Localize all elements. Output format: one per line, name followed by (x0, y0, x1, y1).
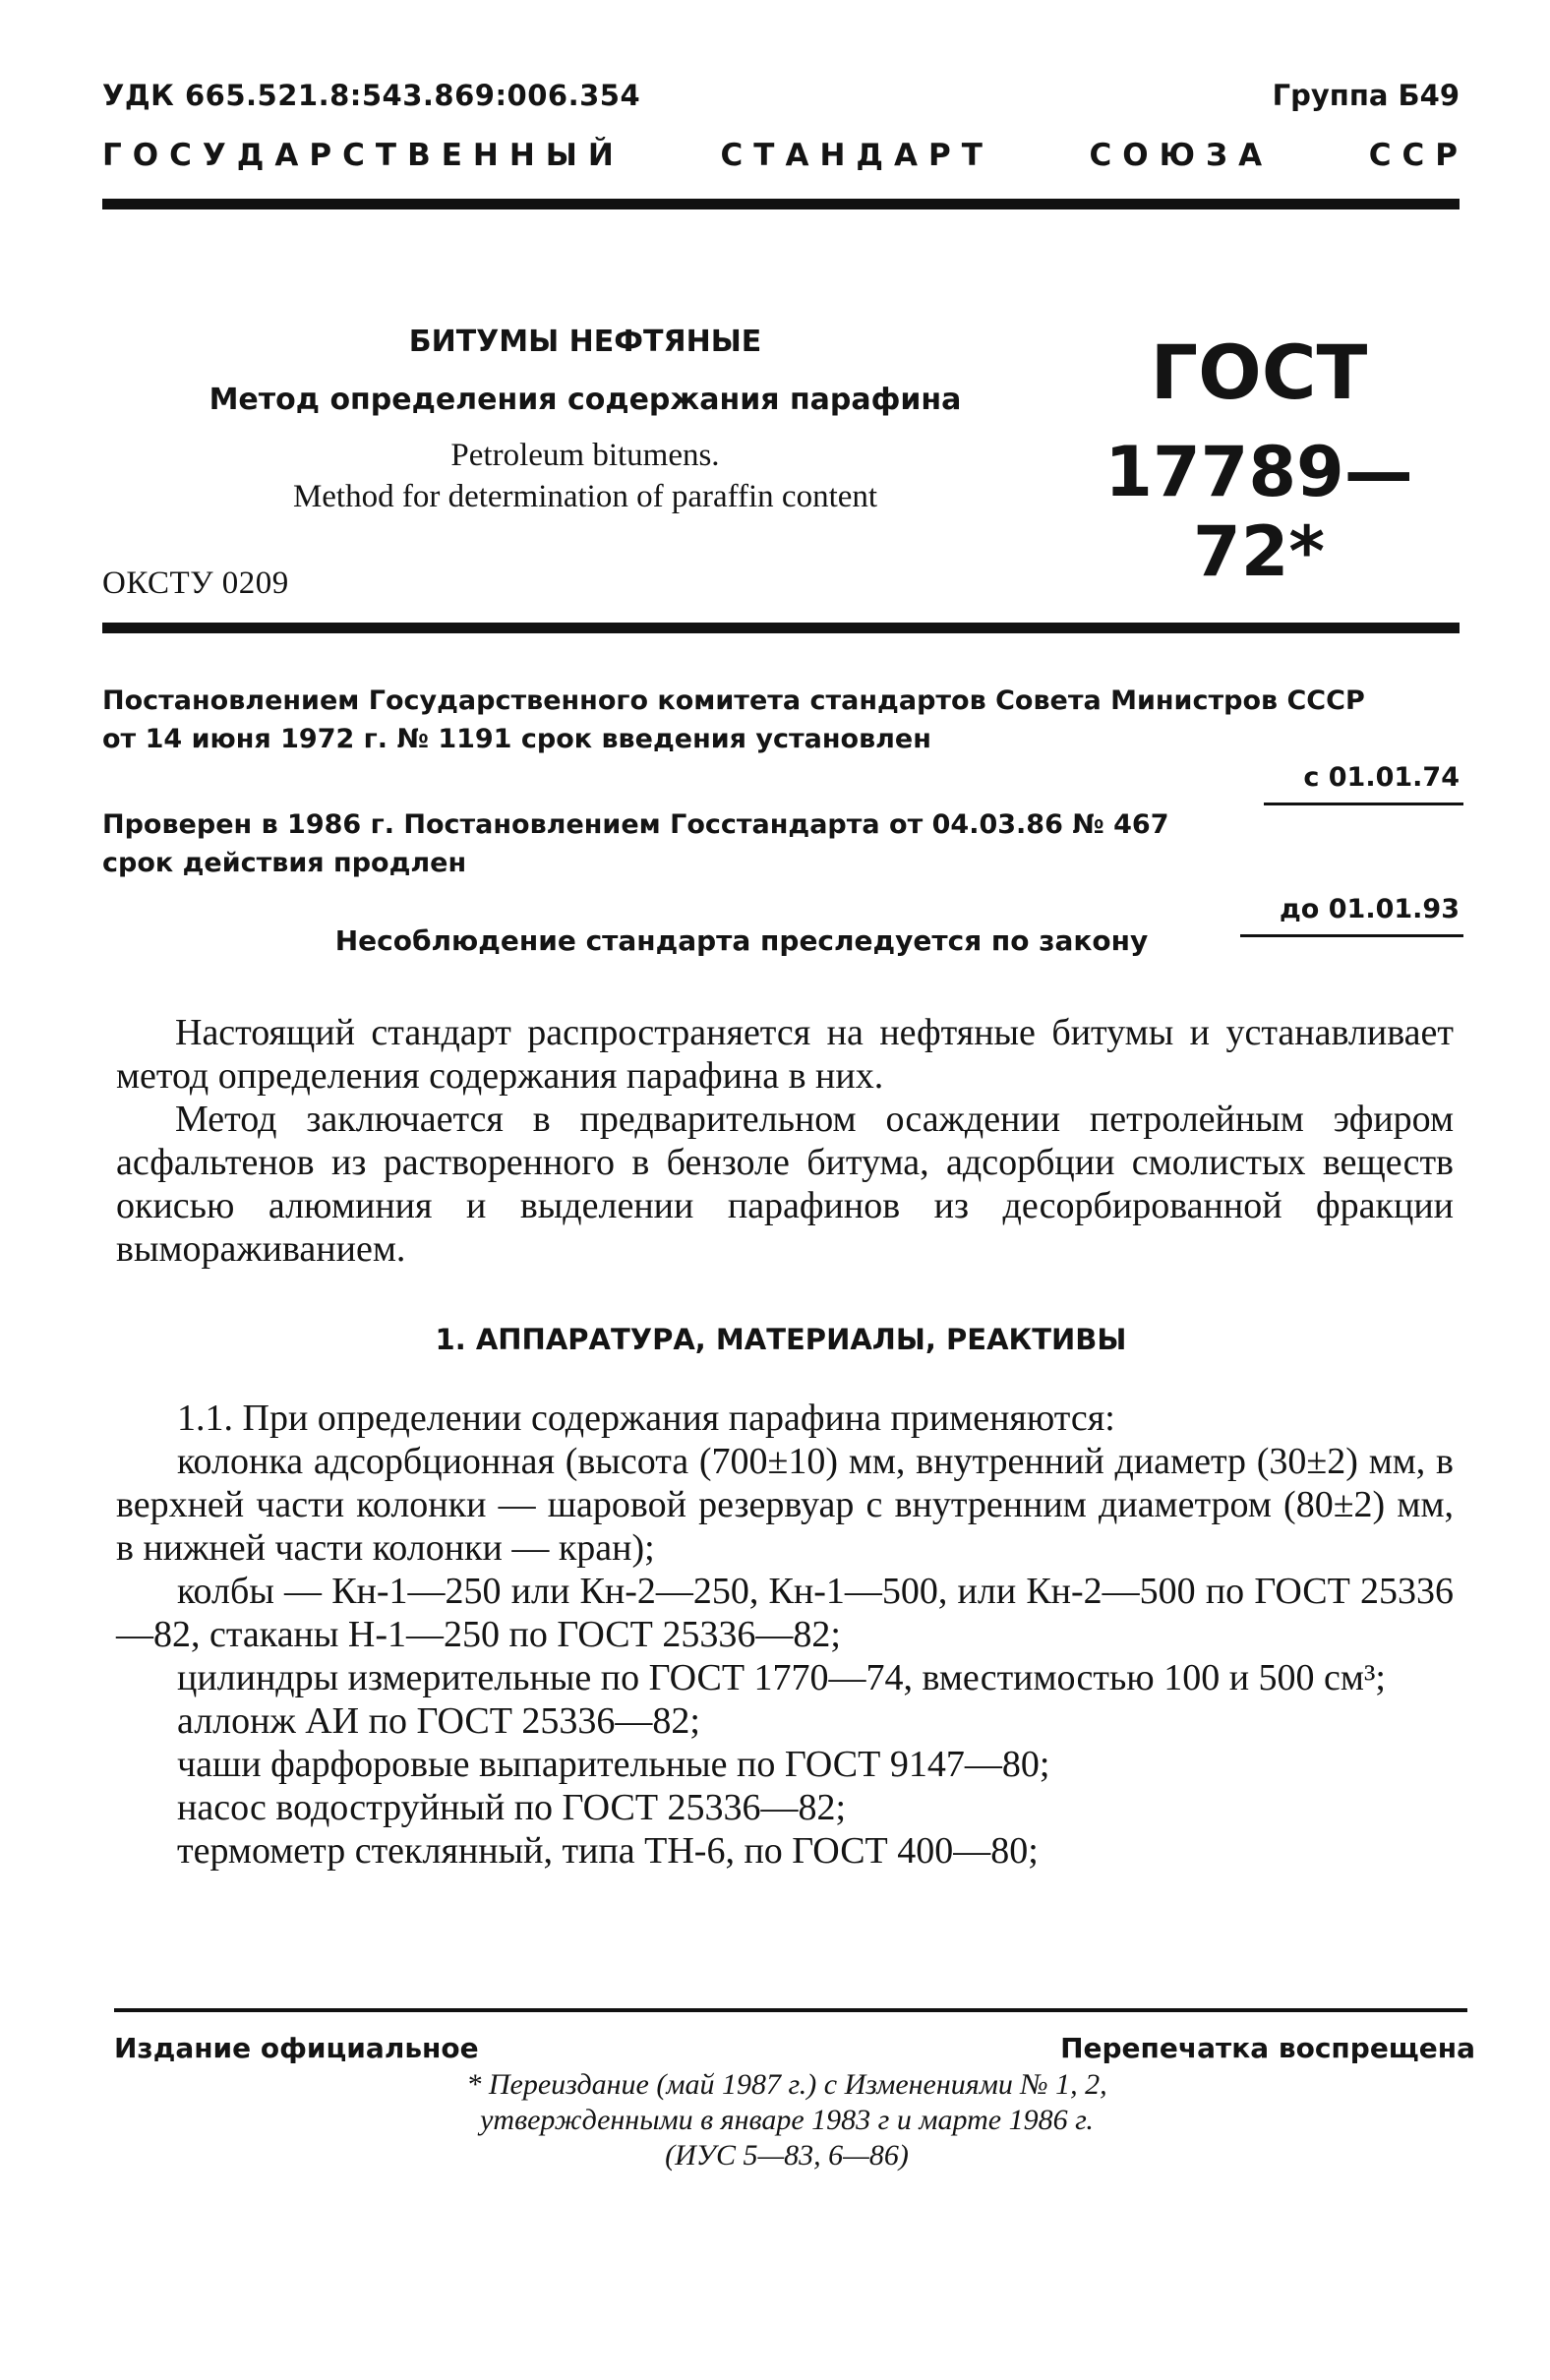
banner-letter: Р (928, 138, 951, 173)
title-ru: БИТУМЫ НЕФТЯНЫЕ (408, 325, 762, 359)
banner-letter: А (1238, 138, 1263, 173)
banner-letter: Н (508, 138, 535, 173)
banner-letter: Д (236, 138, 265, 173)
official-edition: Издание официальное (114, 2032, 479, 2064)
header-rule (102, 199, 1460, 209)
decree-line-4: срок действия продлен (102, 848, 467, 878)
reissue-note (295, 2067, 1279, 2173)
law-warning: Несоблюдение стандарта преследуется по закону (334, 924, 1149, 957)
banner-letter: Г (102, 138, 122, 173)
reprint-prohibited: Перепечатка воспрещена (1060, 2032, 1475, 2064)
banner-letter: Ы (545, 138, 577, 173)
banner-letter: О (1122, 138, 1149, 173)
list-item: чаши фарфоровые выпарительные по ГОСТ 9147—80; (177, 1744, 1050, 1785)
gost-number: 17789—72* (1104, 432, 1413, 592)
effective-from (102, 758, 1463, 805)
banner-letter: Й (587, 138, 614, 173)
group-code: Группа Б49 (1272, 79, 1460, 112)
list-item: цилиндры измерительные по ГОСТ 1770—74, вместимостью 100 и 500 см³; (177, 1657, 1386, 1698)
intro-text (116, 1011, 1454, 1271)
banner-letter: В (407, 138, 431, 173)
banner-letter: Р (309, 138, 332, 173)
gost-block (1062, 329, 1456, 591)
list-item: насос водоструйный по ГОСТ 25336—82; (177, 1787, 847, 1828)
banner-word-3 (1090, 138, 1263, 173)
list-item: колонка адсорбционная (высота (700±10) мм, внутренний диаметр (30±2) мм, в верхней части колонки — шаровой резервуар с внутренним диаметром (80±2) мм, в нижней части колонки — кран); (116, 1441, 1454, 1569)
list-item: 1.1. При определении содержания парафина применяются: (177, 1398, 1115, 1439)
title-en-line-1: Petroleum bitumens. (450, 438, 720, 473)
decree-line-1: Постановлением Государственного комитета стандартов Совета Министров СССР (102, 685, 1365, 716)
note-line-2: утвержденными в январе 1983 г и марте 1986 г. (480, 2104, 1094, 2136)
note-line-1: * Переиздание (май 1987 г.) с Изменениями № 1, 2, (466, 2068, 1107, 2101)
decree-block (102, 682, 1463, 937)
banner-letter: А (894, 138, 918, 173)
list-item: аллонж АИ по ГОСТ 25336—82; (177, 1700, 700, 1742)
banner-letter: Н (472, 138, 499, 173)
banner-letter: Ю (1159, 138, 1196, 173)
banner-letter: С (169, 138, 192, 173)
list-item: колбы — Кн-1—250 или Кн-2—250, Кн-1—500, или Кн-2—500 по ГОСТ 25336—82, стаканы Н-1—250 по ГОСТ 25336—82; (116, 1571, 1454, 1655)
list-item: термометр стеклянный, типа ТН-6, по ГОСТ 400—80; (177, 1830, 1039, 1872)
decree-line-3: Проверен в 1986 г. Постановлением Госстандарта от 04.03.86 № 467 (102, 809, 1169, 840)
banner-letter: У (202, 138, 226, 173)
section-heading: 1. АППАРАТУРА, МАТЕРИАЛЫ, РЕАКТИВЫ (435, 1323, 1127, 1356)
effective-from-date: с 01.01.74 (1264, 758, 1463, 805)
state-standard-banner (102, 138, 1458, 173)
banner-letter: С (342, 138, 365, 173)
banner-letter: О (132, 138, 159, 173)
note-line-3: (ИУС 5—83, 6—86) (665, 2139, 909, 2172)
title-block (177, 325, 993, 517)
banner-letter: Т (961, 138, 983, 173)
banner-letter: Д (856, 138, 883, 173)
banner-letter: Е (441, 138, 462, 173)
valid-until-date: до 01.01.93 (1240, 890, 1463, 937)
banner-word-4 (1369, 138, 1458, 173)
apparatus-list (116, 1397, 1454, 1873)
banner-letter: С (1401, 138, 1425, 173)
banner-letter: З (1206, 138, 1228, 173)
udk-code: УДК 665.521.8:543.869:006.354 (102, 79, 641, 112)
footer-rule (114, 2008, 1467, 2012)
subtitle-ru: Метод определения содержания парафина (209, 383, 962, 417)
intro-paragraph-1: Настоящий стандарт распространяется на нефтяные битумы и устанавливает метод определения содержания парафина в них. (116, 1012, 1454, 1097)
banner-letter: Т (753, 138, 775, 173)
banner-letter: А (785, 138, 809, 173)
banner-letter: Т (375, 138, 397, 173)
banner-letter: А (274, 138, 299, 173)
okstu-code: ОКСТУ 0209 (102, 565, 289, 601)
decree-line-2: от 14 июня 1972 г. № 1191 срок введения установлен (102, 724, 931, 754)
title-en-line-2: Method for determination of paraffin content (292, 479, 878, 514)
banner-word-1 (102, 138, 614, 173)
banner-letter: С (1089, 138, 1112, 173)
intro-paragraph-2: Метод заключается в предварительном осаждении петролейным эфиром асфальтенов из растворенного в бензоле битума, адсорбции смолистых веществ окисью алюминия и выделении парафинов из десорбированной фракции вымораживанием. (116, 1099, 1454, 1270)
banner-letter: С (720, 138, 744, 173)
okstu-rule (102, 623, 1460, 633)
banner-letter: Р (1435, 138, 1458, 173)
banner-letter: Н (819, 138, 846, 173)
gost-label: ГОСТ (1150, 328, 1368, 416)
banner-letter: С (1368, 138, 1392, 173)
banner-word-2 (721, 138, 983, 173)
